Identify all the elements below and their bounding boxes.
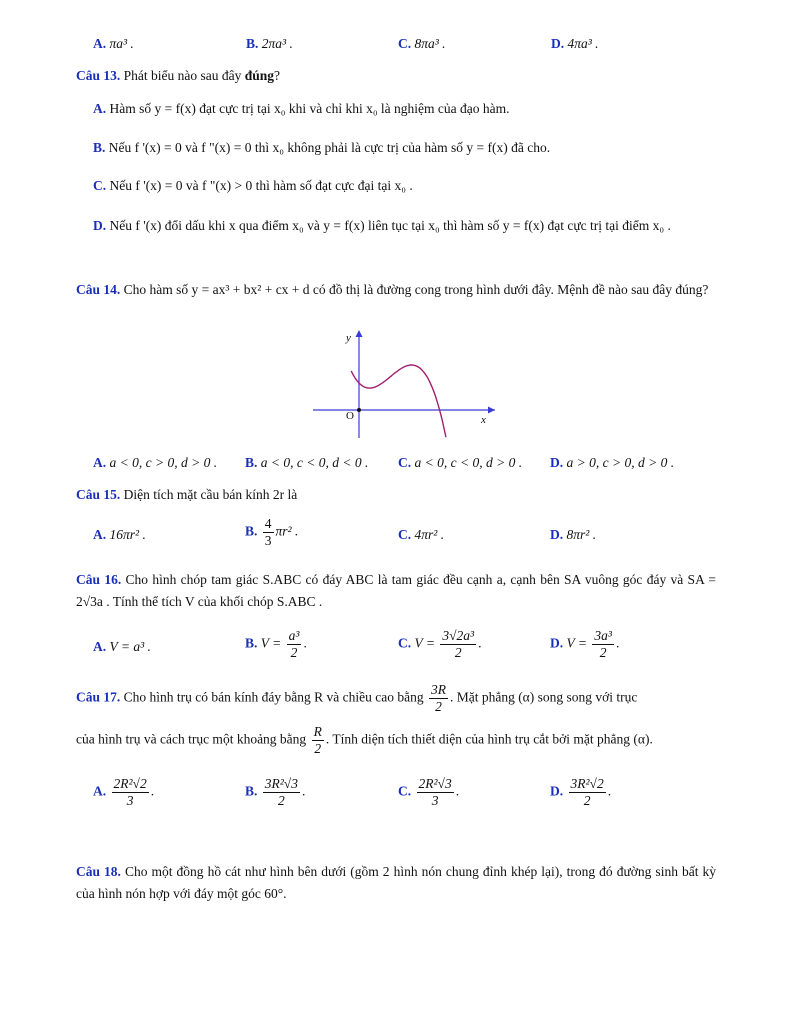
q16-option-b[interactable]: B. V = $\frac{\text{a³}}{2}$ . bbox=[245, 628, 307, 660]
q13-option-c[interactable]: C. Nếu f '(x) = 0 và f "(x) > 0 thì hàm số đạt cực đại tại x₀ . bbox=[93, 178, 413, 193]
q15-b-fraction: $\frac{4}{3}$ bbox=[264, 516, 272, 548]
q17-distance-fraction: $\frac{R}{2}$ bbox=[313, 724, 322, 756]
q16-stem: Câu 16. Cho hình chóp tam giác S.ABC có đáy ABC là tam giác đều cạnh a, cạnh bên SA vuông góc đáy và SA = 2√3a . Tính thể tích V của khối chóp S.ABC . bbox=[76, 572, 716, 609]
q16-c-fraction: $\frac{\text{3√2a³}}{2}$ bbox=[442, 628, 475, 660]
origin-label: O bbox=[346, 410, 354, 422]
q14-cubic-graph bbox=[305, 326, 505, 442]
q17-option-d[interactable]: D. $\frac{\text{3R²√2}}{2}$ . bbox=[550, 776, 612, 808]
x-axis-label: x bbox=[481, 414, 486, 426]
q17-a-fraction: $\frac{\text{2R²√2}}{3}$ bbox=[113, 776, 147, 808]
q16-d-fraction: $\frac{\text{3a³}}{2}$ bbox=[594, 628, 612, 660]
q15-stem: Câu 15. Diện tích mặt cầu bán kính 2r là bbox=[76, 487, 298, 502]
y-axis-label: y bbox=[346, 332, 351, 344]
q17-stem-line2: của hình trụ và cách trục một khoảng bằng $\frac{R}{2}$ . Tính diện tích thiết diện của hình trụ cắt bởi mặt phẳng (α). bbox=[76, 724, 653, 756]
q14-stem: Câu 14. Cho hàm số y = ax³ + bx² + cx + d có đồ thị là đường cong trong hình dưới đây. Mệnh đề nào sau đây đúng? bbox=[76, 282, 709, 297]
q15-option-a[interactable]: A. 16πr² . bbox=[93, 527, 146, 542]
q12-option-a[interactable]: A. πa³ . bbox=[93, 36, 134, 51]
q17-option-b[interactable]: B. $\frac{\text{3R²√3}}{2}$ . bbox=[245, 776, 306, 808]
q15-option-d[interactable]: D. 8πr² . bbox=[550, 527, 597, 542]
q17-c-fraction: $\frac{\text{2R²√3}}{3}$ bbox=[418, 776, 452, 808]
q14-option-c[interactable]: C. a < 0, c < 0, d > 0 . bbox=[398, 455, 523, 470]
q12-option-b[interactable]: B. 2πa³ . bbox=[246, 36, 293, 51]
q13-stem: Câu 13. Phát biểu nào sau đây đúng? bbox=[76, 68, 281, 83]
q14-option-d[interactable]: D. a > 0, c > 0, d > 0 . bbox=[550, 455, 675, 470]
q12-option-c[interactable]: C. 8πa³ . bbox=[398, 36, 446, 51]
q16-option-a[interactable]: A. V = a³ . bbox=[93, 639, 151, 654]
q13-option-b[interactable]: B. Nếu f '(x) = 0 và f "(x) = 0 thì x₀ không phải là cực trị của hàm số y = f(x) đã cho. bbox=[93, 140, 551, 155]
x-axis-arrow-icon bbox=[488, 407, 495, 414]
q17-b-fraction: $\frac{\text{3R²√3}}{2}$ bbox=[264, 776, 298, 808]
q12-option-d[interactable]: D. 4πa³ . bbox=[551, 36, 599, 51]
q14-option-b[interactable]: B. a < 0, c < 0, d < 0 . bbox=[245, 455, 369, 470]
origin-dot bbox=[357, 408, 361, 412]
q16-option-c[interactable]: C. V = $\frac{\text{3√2a³}}{2}$ . bbox=[398, 628, 482, 660]
cubic-curve bbox=[351, 365, 446, 437]
q17-stem-line1: Câu 17. Cho hình trụ có bán kính đáy bằng R và chiều cao bằng $\frac{3R}{2}$ . Mặt phẳng (α) song song với trục bbox=[76, 682, 638, 714]
q17-d-fraction: $\frac{\text{3R²√2}}{2}$ bbox=[570, 776, 604, 808]
q13-option-a[interactable]: A. Hàm số y = f(x) đạt cực trị tại x₀ khi và chỉ khi x₀ là nghiệm của đạo hàm. bbox=[93, 101, 510, 116]
q15-option-c[interactable]: C. 4πr² . bbox=[398, 527, 445, 542]
q14-option-a[interactable]: A. a < 0, c > 0, d > 0 . bbox=[93, 455, 218, 470]
y-axis-arrow-icon bbox=[356, 330, 363, 337]
q15-option-b[interactable]: B. $\frac{4}{3}$ πr² . bbox=[245, 516, 299, 548]
q17-option-a[interactable]: A. $\frac{\text{2R²√2}}{3}$ . bbox=[93, 776, 155, 808]
q16-option-d[interactable]: D. V = $\frac{\text{3a³}}{2}$ . bbox=[550, 628, 620, 660]
q17-height-fraction: $\frac{3R}{2}$ bbox=[430, 682, 446, 714]
q16-b-fraction: $\frac{\text{a³}}{2}$ bbox=[288, 628, 300, 660]
q18-stem: Câu 18. Cho một đồng hồ cát như hình bên dưới (gồm 2 hình nón chung đỉnh khép lại), trong đó đường sinh bất kỳ của hình nón hợp với đáy một góc 60°. bbox=[76, 864, 717, 901]
q17-option-c[interactable]: C. $\frac{\text{2R²√3}}{3}$ . bbox=[398, 776, 460, 808]
q13-option-d[interactable]: D. Nếu f '(x) đổi dấu khi x qua điểm x₀ và y = f(x) liên tục tại x₀ thì hàm số y = f(x) đạt cực trị tại điểm x₀ . bbox=[93, 218, 671, 233]
